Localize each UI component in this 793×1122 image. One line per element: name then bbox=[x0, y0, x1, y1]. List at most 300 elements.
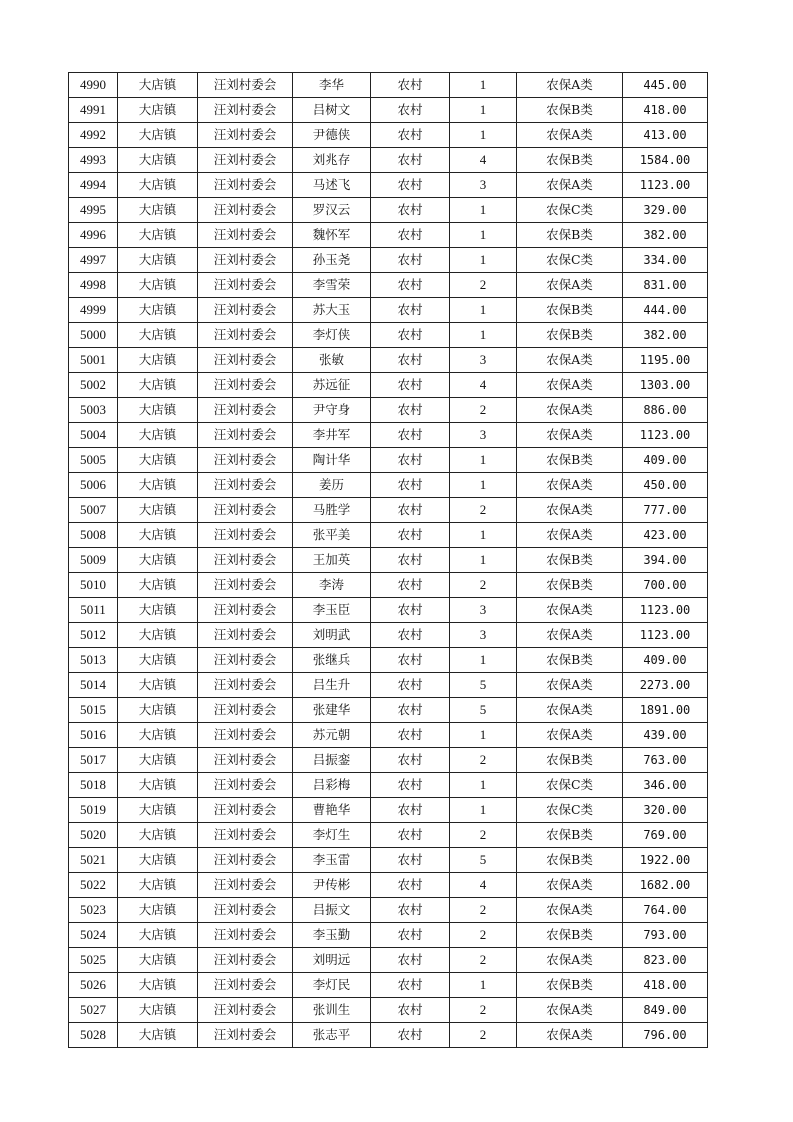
serial-number-cell: 4993 bbox=[69, 148, 118, 173]
area-type-cell: 农村 bbox=[371, 973, 450, 998]
amount-cell: 831.00 bbox=[623, 273, 708, 298]
amount-cell: 320.00 bbox=[623, 798, 708, 823]
household-size-cell: 2 bbox=[450, 748, 517, 773]
town-cell: 大店镇 bbox=[118, 898, 198, 923]
serial-number-cell: 5023 bbox=[69, 898, 118, 923]
insurance-category-cell: 农保A类 bbox=[517, 523, 623, 548]
village-committee-cell: 汪刘村委会 bbox=[198, 648, 293, 673]
insurance-category-cell: 农保B类 bbox=[517, 298, 623, 323]
town-cell: 大店镇 bbox=[118, 248, 198, 273]
town-cell: 大店镇 bbox=[118, 723, 198, 748]
town-cell: 大店镇 bbox=[118, 648, 198, 673]
serial-number-cell: 5004 bbox=[69, 423, 118, 448]
village-committee-cell: 汪刘村委会 bbox=[198, 548, 293, 573]
table-row bbox=[69, 723, 708, 748]
serial-number-cell: 5022 bbox=[69, 873, 118, 898]
table-row bbox=[69, 1023, 708, 1048]
serial-number-cell: 5026 bbox=[69, 973, 118, 998]
name-cell: 姜历 bbox=[293, 473, 371, 498]
household-size-cell: 3 bbox=[450, 173, 517, 198]
household-size-cell: 1 bbox=[450, 798, 517, 823]
insurance-category-cell: 农保A类 bbox=[517, 123, 623, 148]
area-type-cell: 农村 bbox=[371, 448, 450, 473]
insurance-category-cell: 农保B类 bbox=[517, 848, 623, 873]
household-size-cell: 3 bbox=[450, 598, 517, 623]
table-row bbox=[69, 998, 708, 1023]
name-cell: 张继兵 bbox=[293, 648, 371, 673]
amount-cell: 444.00 bbox=[623, 298, 708, 323]
name-cell: 苏远征 bbox=[293, 373, 371, 398]
town-cell: 大店镇 bbox=[118, 223, 198, 248]
amount-cell: 823.00 bbox=[623, 948, 708, 973]
household-size-cell: 3 bbox=[450, 348, 517, 373]
village-committee-cell: 汪刘村委会 bbox=[198, 98, 293, 123]
town-cell: 大店镇 bbox=[118, 373, 198, 398]
amount-cell: 769.00 bbox=[623, 823, 708, 848]
amount-cell: 849.00 bbox=[623, 998, 708, 1023]
village-committee-cell: 汪刘村委会 bbox=[198, 248, 293, 273]
village-committee-cell: 汪刘村委会 bbox=[198, 973, 293, 998]
serial-number-cell: 5018 bbox=[69, 773, 118, 798]
village-committee-cell: 汪刘村委会 bbox=[198, 123, 293, 148]
amount-cell: 1922.00 bbox=[623, 848, 708, 873]
town-cell: 大店镇 bbox=[118, 473, 198, 498]
household-size-cell: 4 bbox=[450, 373, 517, 398]
area-type-cell: 农村 bbox=[371, 98, 450, 123]
insurance-category-cell: 农保B类 bbox=[517, 748, 623, 773]
village-committee-cell: 汪刘村委会 bbox=[198, 923, 293, 948]
area-type-cell: 农村 bbox=[371, 373, 450, 398]
table-row bbox=[69, 523, 708, 548]
household-size-cell: 1 bbox=[450, 198, 517, 223]
name-cell: 马述飞 bbox=[293, 173, 371, 198]
table-row bbox=[69, 323, 708, 348]
area-type-cell: 农村 bbox=[371, 948, 450, 973]
town-cell: 大店镇 bbox=[118, 573, 198, 598]
amount-cell: 764.00 bbox=[623, 898, 708, 923]
household-size-cell: 1 bbox=[450, 123, 517, 148]
table-row bbox=[69, 498, 708, 523]
area-type-cell: 农村 bbox=[371, 248, 450, 273]
village-committee-cell: 汪刘村委会 bbox=[198, 148, 293, 173]
amount-cell: 1584.00 bbox=[623, 148, 708, 173]
area-type-cell: 农村 bbox=[371, 723, 450, 748]
area-type-cell: 农村 bbox=[371, 498, 450, 523]
village-committee-cell: 汪刘村委会 bbox=[198, 673, 293, 698]
household-size-cell: 5 bbox=[450, 698, 517, 723]
serial-number-cell: 5027 bbox=[69, 998, 118, 1023]
amount-cell: 413.00 bbox=[623, 123, 708, 148]
name-cell: 刘明武 bbox=[293, 623, 371, 648]
town-cell: 大店镇 bbox=[118, 448, 198, 473]
household-size-cell: 1 bbox=[450, 298, 517, 323]
area-type-cell: 农村 bbox=[371, 273, 450, 298]
household-size-cell: 3 bbox=[450, 623, 517, 648]
area-type-cell: 农村 bbox=[371, 823, 450, 848]
serial-number-cell: 5011 bbox=[69, 598, 118, 623]
insurance-category-cell: 农保A类 bbox=[517, 398, 623, 423]
name-cell: 张敏 bbox=[293, 348, 371, 373]
household-size-cell: 1 bbox=[450, 648, 517, 673]
insurance-category-cell: 农保A类 bbox=[517, 373, 623, 398]
village-committee-cell: 汪刘村委会 bbox=[198, 273, 293, 298]
amount-cell: 1303.00 bbox=[623, 373, 708, 398]
insurance-category-cell: 农保B类 bbox=[517, 448, 623, 473]
insurance-category-cell: 农保A类 bbox=[517, 348, 623, 373]
amount-cell: 1123.00 bbox=[623, 423, 708, 448]
household-size-cell: 1 bbox=[450, 448, 517, 473]
insurance-category-cell: 农保A类 bbox=[517, 473, 623, 498]
area-type-cell: 农村 bbox=[371, 523, 450, 548]
area-type-cell: 农村 bbox=[371, 73, 450, 98]
amount-cell: 346.00 bbox=[623, 773, 708, 798]
name-cell: 李雪荣 bbox=[293, 273, 371, 298]
table-row bbox=[69, 198, 708, 223]
insurance-category-cell: 农保A类 bbox=[517, 623, 623, 648]
household-size-cell: 4 bbox=[450, 148, 517, 173]
serial-number-cell: 5002 bbox=[69, 373, 118, 398]
town-cell: 大店镇 bbox=[118, 948, 198, 973]
amount-cell: 700.00 bbox=[623, 573, 708, 598]
household-size-cell: 1 bbox=[450, 723, 517, 748]
household-size-cell: 1 bbox=[450, 973, 517, 998]
town-cell: 大店镇 bbox=[118, 423, 198, 448]
town-cell: 大店镇 bbox=[118, 873, 198, 898]
household-size-cell: 1 bbox=[450, 73, 517, 98]
amount-cell: 2273.00 bbox=[623, 673, 708, 698]
town-cell: 大店镇 bbox=[118, 798, 198, 823]
insurance-category-cell: 农保C类 bbox=[517, 198, 623, 223]
table-row bbox=[69, 423, 708, 448]
serial-number-cell: 5005 bbox=[69, 448, 118, 473]
village-committee-cell: 汪刘村委会 bbox=[198, 873, 293, 898]
name-cell: 魏怀军 bbox=[293, 223, 371, 248]
insurance-category-cell: 农保B类 bbox=[517, 548, 623, 573]
area-type-cell: 农村 bbox=[371, 898, 450, 923]
name-cell: 张志平 bbox=[293, 1023, 371, 1048]
table-row bbox=[69, 248, 708, 273]
serial-number-cell: 5021 bbox=[69, 848, 118, 873]
village-committee-cell: 汪刘村委会 bbox=[198, 73, 293, 98]
area-type-cell: 农村 bbox=[371, 348, 450, 373]
serial-number-cell: 4994 bbox=[69, 173, 118, 198]
amount-cell: 329.00 bbox=[623, 198, 708, 223]
village-committee-cell: 汪刘村委会 bbox=[198, 348, 293, 373]
insurance-category-cell: 农保B类 bbox=[517, 573, 623, 598]
serial-number-cell: 4992 bbox=[69, 123, 118, 148]
amount-cell: 382.00 bbox=[623, 323, 708, 348]
serial-number-cell: 5000 bbox=[69, 323, 118, 348]
serial-number-cell: 5008 bbox=[69, 523, 118, 548]
household-size-cell: 4 bbox=[450, 873, 517, 898]
area-type-cell: 农村 bbox=[371, 423, 450, 448]
table-row bbox=[69, 698, 708, 723]
town-cell: 大店镇 bbox=[118, 523, 198, 548]
household-size-cell: 2 bbox=[450, 923, 517, 948]
serial-number-cell: 5003 bbox=[69, 398, 118, 423]
serial-number-cell: 5020 bbox=[69, 823, 118, 848]
table-row bbox=[69, 848, 708, 873]
town-cell: 大店镇 bbox=[118, 123, 198, 148]
area-type-cell: 农村 bbox=[371, 548, 450, 573]
area-type-cell: 农村 bbox=[371, 923, 450, 948]
insurance-category-cell: 农保A类 bbox=[517, 673, 623, 698]
town-cell: 大店镇 bbox=[118, 848, 198, 873]
insurance-category-cell: 农保B类 bbox=[517, 223, 623, 248]
serial-number-cell: 5028 bbox=[69, 1023, 118, 1048]
serial-number-cell: 4991 bbox=[69, 98, 118, 123]
name-cell: 吕树文 bbox=[293, 98, 371, 123]
table-row bbox=[69, 123, 708, 148]
name-cell: 刘兆存 bbox=[293, 148, 371, 173]
village-committee-cell: 汪刘村委会 bbox=[198, 698, 293, 723]
insurance-category-cell: 农保B类 bbox=[517, 98, 623, 123]
amount-cell: 1123.00 bbox=[623, 173, 708, 198]
household-size-cell: 1 bbox=[450, 473, 517, 498]
insurance-category-cell: 农保C类 bbox=[517, 798, 623, 823]
insurance-category-cell: 农保A类 bbox=[517, 498, 623, 523]
name-cell: 吕振文 bbox=[293, 898, 371, 923]
insurance-category-cell: 农保C类 bbox=[517, 248, 623, 273]
town-cell: 大店镇 bbox=[118, 323, 198, 348]
household-size-cell: 2 bbox=[450, 498, 517, 523]
name-cell: 吕生升 bbox=[293, 673, 371, 698]
household-size-cell: 1 bbox=[450, 323, 517, 348]
household-size-cell: 2 bbox=[450, 948, 517, 973]
insurance-category-cell: 农保B类 bbox=[517, 148, 623, 173]
amount-cell: 450.00 bbox=[623, 473, 708, 498]
table-row bbox=[69, 748, 708, 773]
table-row bbox=[69, 823, 708, 848]
table-row bbox=[69, 73, 708, 98]
table-row bbox=[69, 923, 708, 948]
name-cell: 孙玉尧 bbox=[293, 248, 371, 273]
town-cell: 大店镇 bbox=[118, 548, 198, 573]
household-size-cell: 5 bbox=[450, 673, 517, 698]
name-cell: 吕振銮 bbox=[293, 748, 371, 773]
village-committee-cell: 汪刘村委会 bbox=[198, 223, 293, 248]
serial-number-cell: 5019 bbox=[69, 798, 118, 823]
name-cell: 李玉臣 bbox=[293, 598, 371, 623]
area-type-cell: 农村 bbox=[371, 598, 450, 623]
name-cell: 尹守身 bbox=[293, 398, 371, 423]
village-committee-cell: 汪刘村委会 bbox=[198, 173, 293, 198]
serial-number-cell: 4997 bbox=[69, 248, 118, 273]
amount-cell: 1682.00 bbox=[623, 873, 708, 898]
name-cell: 张平美 bbox=[293, 523, 371, 548]
household-size-cell: 2 bbox=[450, 823, 517, 848]
name-cell: 李玉雷 bbox=[293, 848, 371, 873]
serial-number-cell: 5013 bbox=[69, 648, 118, 673]
table-row bbox=[69, 648, 708, 673]
household-size-cell: 2 bbox=[450, 573, 517, 598]
household-size-cell: 1 bbox=[450, 98, 517, 123]
name-cell: 尹传彬 bbox=[293, 873, 371, 898]
town-cell: 大店镇 bbox=[118, 973, 198, 998]
insurance-category-cell: 农保A类 bbox=[517, 723, 623, 748]
amount-cell: 763.00 bbox=[623, 748, 708, 773]
town-cell: 大店镇 bbox=[118, 698, 198, 723]
insurance-category-cell: 农保A类 bbox=[517, 73, 623, 98]
table-row bbox=[69, 298, 708, 323]
area-type-cell: 农村 bbox=[371, 473, 450, 498]
name-cell: 尹德侠 bbox=[293, 123, 371, 148]
table-row bbox=[69, 798, 708, 823]
insurance-category-cell: 农保B类 bbox=[517, 323, 623, 348]
insurance-category-cell: 农保A类 bbox=[517, 898, 623, 923]
village-committee-cell: 汪刘村委会 bbox=[198, 448, 293, 473]
village-committee-cell: 汪刘村委会 bbox=[198, 998, 293, 1023]
village-committee-cell: 汪刘村委会 bbox=[198, 898, 293, 923]
serial-number-cell: 4995 bbox=[69, 198, 118, 223]
name-cell: 陶计华 bbox=[293, 448, 371, 473]
table-row bbox=[69, 573, 708, 598]
serial-number-cell: 5006 bbox=[69, 473, 118, 498]
table-row bbox=[69, 623, 708, 648]
table-row bbox=[69, 973, 708, 998]
town-cell: 大店镇 bbox=[118, 1023, 198, 1048]
village-committee-cell: 汪刘村委会 bbox=[198, 748, 293, 773]
amount-cell: 1123.00 bbox=[623, 623, 708, 648]
village-committee-cell: 汪刘村委会 bbox=[198, 323, 293, 348]
village-committee-cell: 汪刘村委会 bbox=[198, 298, 293, 323]
serial-number-cell: 4998 bbox=[69, 273, 118, 298]
insurance-category-cell: 农保A类 bbox=[517, 423, 623, 448]
area-type-cell: 农村 bbox=[371, 123, 450, 148]
town-cell: 大店镇 bbox=[118, 623, 198, 648]
area-type-cell: 农村 bbox=[371, 873, 450, 898]
amount-cell: 334.00 bbox=[623, 248, 708, 273]
name-cell: 曹艳华 bbox=[293, 798, 371, 823]
relief-roster-table bbox=[68, 72, 708, 1048]
amount-cell: 793.00 bbox=[623, 923, 708, 948]
table-row bbox=[69, 598, 708, 623]
insurance-category-cell: 农保A类 bbox=[517, 873, 623, 898]
insurance-category-cell: 农保A类 bbox=[517, 173, 623, 198]
amount-cell: 796.00 bbox=[623, 1023, 708, 1048]
household-size-cell: 2 bbox=[450, 273, 517, 298]
table-row bbox=[69, 898, 708, 923]
village-committee-cell: 汪刘村委会 bbox=[198, 473, 293, 498]
household-size-cell: 2 bbox=[450, 1023, 517, 1048]
village-committee-cell: 汪刘村委会 bbox=[198, 523, 293, 548]
name-cell: 吕彩梅 bbox=[293, 773, 371, 798]
village-committee-cell: 汪刘村委会 bbox=[198, 773, 293, 798]
area-type-cell: 农村 bbox=[371, 173, 450, 198]
serial-number-cell: 5012 bbox=[69, 623, 118, 648]
town-cell: 大店镇 bbox=[118, 148, 198, 173]
insurance-category-cell: 农保A类 bbox=[517, 698, 623, 723]
area-type-cell: 农村 bbox=[371, 773, 450, 798]
town-cell: 大店镇 bbox=[118, 673, 198, 698]
household-size-cell: 2 bbox=[450, 398, 517, 423]
village-committee-cell: 汪刘村委会 bbox=[198, 623, 293, 648]
name-cell: 李华 bbox=[293, 73, 371, 98]
serial-number-cell: 5007 bbox=[69, 498, 118, 523]
town-cell: 大店镇 bbox=[118, 498, 198, 523]
household-size-cell: 2 bbox=[450, 898, 517, 923]
name-cell: 苏大玉 bbox=[293, 298, 371, 323]
amount-cell: 439.00 bbox=[623, 723, 708, 748]
insurance-category-cell: 农保B类 bbox=[517, 823, 623, 848]
table-row bbox=[69, 273, 708, 298]
name-cell: 罗汉云 bbox=[293, 198, 371, 223]
town-cell: 大店镇 bbox=[118, 998, 198, 1023]
serial-number-cell: 5001 bbox=[69, 348, 118, 373]
area-type-cell: 农村 bbox=[371, 998, 450, 1023]
insurance-category-cell: 农保A类 bbox=[517, 948, 623, 973]
amount-cell: 394.00 bbox=[623, 548, 708, 573]
town-cell: 大店镇 bbox=[118, 398, 198, 423]
name-cell: 李灯生 bbox=[293, 823, 371, 848]
serial-number-cell: 5016 bbox=[69, 723, 118, 748]
serial-number-cell: 5025 bbox=[69, 948, 118, 973]
town-cell: 大店镇 bbox=[118, 98, 198, 123]
serial-number-cell: 4996 bbox=[69, 223, 118, 248]
name-cell: 刘明远 bbox=[293, 948, 371, 973]
village-committee-cell: 汪刘村委会 bbox=[198, 598, 293, 623]
town-cell: 大店镇 bbox=[118, 348, 198, 373]
serial-number-cell: 5014 bbox=[69, 673, 118, 698]
village-committee-cell: 汪刘村委会 bbox=[198, 723, 293, 748]
amount-cell: 418.00 bbox=[623, 973, 708, 998]
amount-cell: 1195.00 bbox=[623, 348, 708, 373]
name-cell: 王加英 bbox=[293, 548, 371, 573]
amount-cell: 409.00 bbox=[623, 648, 708, 673]
household-size-cell: 1 bbox=[450, 523, 517, 548]
serial-number-cell: 5015 bbox=[69, 698, 118, 723]
household-size-cell: 3 bbox=[450, 423, 517, 448]
town-cell: 大店镇 bbox=[118, 748, 198, 773]
serial-number-cell: 5024 bbox=[69, 923, 118, 948]
name-cell: 李涛 bbox=[293, 573, 371, 598]
household-size-cell: 1 bbox=[450, 223, 517, 248]
town-cell: 大店镇 bbox=[118, 598, 198, 623]
table-row bbox=[69, 473, 708, 498]
table-row bbox=[69, 548, 708, 573]
table-row bbox=[69, 223, 708, 248]
amount-cell: 445.00 bbox=[623, 73, 708, 98]
serial-number-cell: 5017 bbox=[69, 748, 118, 773]
insurance-category-cell: 农保A类 bbox=[517, 273, 623, 298]
area-type-cell: 农村 bbox=[371, 148, 450, 173]
amount-cell: 409.00 bbox=[623, 448, 708, 473]
area-type-cell: 农村 bbox=[371, 698, 450, 723]
area-type-cell: 农村 bbox=[371, 573, 450, 598]
amount-cell: 777.00 bbox=[623, 498, 708, 523]
table-row bbox=[69, 448, 708, 473]
area-type-cell: 农村 bbox=[371, 848, 450, 873]
amount-cell: 382.00 bbox=[623, 223, 708, 248]
area-type-cell: 农村 bbox=[371, 1023, 450, 1048]
name-cell: 张训生 bbox=[293, 998, 371, 1023]
area-type-cell: 农村 bbox=[371, 398, 450, 423]
serial-number-cell: 5010 bbox=[69, 573, 118, 598]
table-body bbox=[69, 73, 708, 1048]
table-row bbox=[69, 398, 708, 423]
village-committee-cell: 汪刘村委会 bbox=[198, 573, 293, 598]
village-committee-cell: 汪刘村委会 bbox=[198, 198, 293, 223]
area-type-cell: 农村 bbox=[371, 223, 450, 248]
area-type-cell: 农村 bbox=[371, 198, 450, 223]
insurance-category-cell: 农保A类 bbox=[517, 1023, 623, 1048]
amount-cell: 1891.00 bbox=[623, 698, 708, 723]
village-committee-cell: 汪刘村委会 bbox=[198, 798, 293, 823]
village-committee-cell: 汪刘村委会 bbox=[198, 423, 293, 448]
household-size-cell: 2 bbox=[450, 998, 517, 1023]
village-committee-cell: 汪刘村委会 bbox=[198, 823, 293, 848]
serial-number-cell: 4990 bbox=[69, 73, 118, 98]
